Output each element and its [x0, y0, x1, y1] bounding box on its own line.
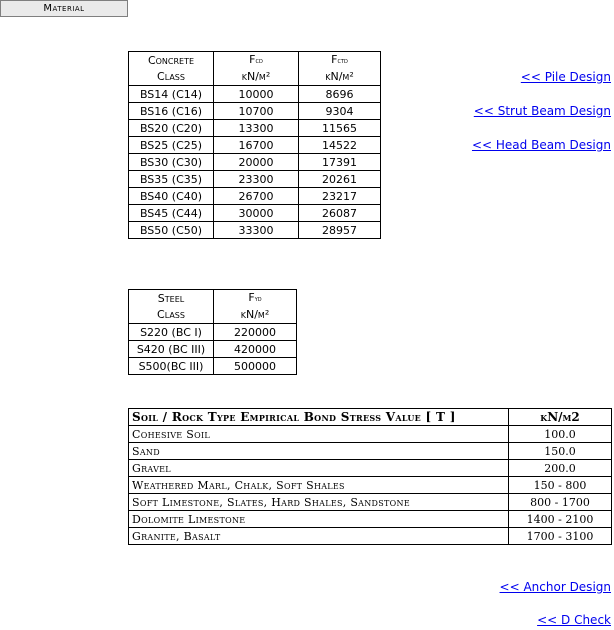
cell[interactable]: S420 (BC III): [129, 341, 214, 358]
header-symbol: F: [249, 53, 256, 66]
header-line: Steel: [157, 291, 185, 305]
cell[interactable]: 23217: [299, 188, 381, 205]
header-unit: kN/m²: [240, 308, 270, 321]
header-line: Concrete: [147, 53, 195, 67]
concrete-table: [128, 51, 381, 239]
header-symbol: F: [248, 291, 255, 304]
cell[interactable]: 33300: [214, 222, 299, 239]
steel-table: [128, 289, 297, 375]
head-beam-design-link[interactable]: << Head Beam Design: [471, 138, 611, 152]
cell[interactable]: BS45 (C44): [129, 205, 214, 222]
header-line: Class: [157, 307, 185, 321]
table-row: [129, 171, 381, 188]
cell[interactable]: BS50 (C50): [129, 222, 214, 239]
header-symbol: F: [331, 53, 338, 66]
cell[interactable]: Cohesive Soil: [129, 426, 509, 443]
table-row: [129, 443, 612, 460]
soil-table: [128, 408, 612, 545]
cell[interactable]: S220 (BC I): [129, 324, 214, 341]
cell[interactable]: 26700: [214, 188, 299, 205]
cell[interactable]: Granite, Basalt: [129, 528, 509, 545]
anchor-design-link[interactable]: << Anchor Design: [499, 580, 611, 594]
cell[interactable]: 420000: [214, 341, 297, 358]
cell[interactable]: 9304: [299, 103, 381, 120]
cell[interactable]: 100.0: [509, 426, 612, 443]
cell[interactable]: 20000: [214, 154, 299, 171]
table-row: [129, 460, 612, 477]
cell[interactable]: 10700: [214, 103, 299, 120]
cell[interactable]: BS25 (C25): [129, 137, 214, 154]
cell[interactable]: 220000: [214, 324, 297, 341]
header-fyd: [214, 290, 297, 324]
cell[interactable]: 11565: [299, 120, 381, 137]
cell[interactable]: 500000: [214, 358, 297, 375]
cell[interactable]: Soft Limestone, Slates, Hard Shales, Sandstone: [129, 494, 509, 511]
header-subscript: yd: [254, 295, 262, 303]
table-header-row: [129, 409, 612, 426]
header-unit: kN/m²: [241, 70, 271, 83]
cell[interactable]: Dolomite Limestone: [129, 511, 509, 528]
cell[interactable]: 1400 - 2100: [509, 511, 612, 528]
table-row: [129, 188, 381, 205]
table-row: [129, 477, 612, 494]
d-check-link[interactable]: << D Check: [537, 613, 611, 627]
cell[interactable]: 20261: [299, 171, 381, 188]
table-row: [129, 222, 381, 239]
pile-design-link[interactable]: << Pile Design: [520, 70, 611, 84]
table-header-row: [129, 52, 381, 86]
table-row: [129, 324, 297, 341]
cell[interactable]: 14522: [299, 137, 381, 154]
cell[interactable]: Weathered Marl, Chalk, Soft Shales: [129, 477, 509, 494]
cell[interactable]: BS35 (C35): [129, 171, 214, 188]
cell[interactable]: BS20 (C20): [129, 120, 214, 137]
cell[interactable]: 30000: [214, 205, 299, 222]
cell[interactable]: 16700: [214, 137, 299, 154]
cell[interactable]: 150.0: [509, 443, 612, 460]
table-row: [129, 494, 612, 511]
strut-beam-design-link[interactable]: << Strut Beam Design: [473, 104, 611, 118]
cell[interactable]: Sand: [129, 443, 509, 460]
cell[interactable]: Gravel: [129, 460, 509, 477]
cell[interactable]: 150 - 800: [509, 477, 612, 494]
table-row: [129, 358, 297, 375]
table-row: [129, 103, 381, 120]
cell[interactable]: 26087: [299, 205, 381, 222]
header-fcd: [214, 52, 299, 86]
header-subscript: ctd: [337, 57, 348, 65]
cell[interactable]: 28957: [299, 222, 381, 239]
table-row: [129, 137, 381, 154]
cell[interactable]: 10000: [214, 86, 299, 103]
cell[interactable]: 200.0: [509, 460, 612, 477]
sheet-tab-material[interactable]: Material: [0, 0, 128, 17]
table-row: [129, 154, 381, 171]
cell[interactable]: S500(BC III): [129, 358, 214, 375]
table-row: [129, 528, 612, 545]
header-soil-type: Soil / Rock Type Empirical Bond Stress Value [ T ]: [129, 409, 509, 426]
header-steel-class: [129, 290, 214, 324]
cell[interactable]: 800 - 1700: [509, 494, 612, 511]
header-line: Class: [157, 69, 185, 83]
cell[interactable]: 17391: [299, 154, 381, 171]
cell[interactable]: BS30 (C30): [129, 154, 214, 171]
cell[interactable]: 1700 - 3100: [509, 528, 612, 545]
header-unit: kN/m2: [509, 409, 612, 426]
table-row: [129, 426, 612, 443]
cell[interactable]: 13300: [214, 120, 299, 137]
table-row: [129, 120, 381, 137]
cell[interactable]: BS16 (C16): [129, 103, 214, 120]
table-row: [129, 511, 612, 528]
cell[interactable]: BS14 (C14): [129, 86, 214, 103]
table-header-row: [129, 290, 297, 324]
table-row: [129, 341, 297, 358]
header-subscript: cd: [255, 57, 263, 65]
table-row: [129, 205, 381, 222]
cell[interactable]: BS40 (C40): [129, 188, 214, 205]
header-fctd: [299, 52, 381, 86]
header-concrete-class: [129, 52, 214, 86]
cell[interactable]: 23300: [214, 171, 299, 188]
header-unit: kN/m²: [325, 70, 354, 83]
cell[interactable]: 8696: [299, 86, 381, 103]
table-row: [129, 86, 381, 103]
